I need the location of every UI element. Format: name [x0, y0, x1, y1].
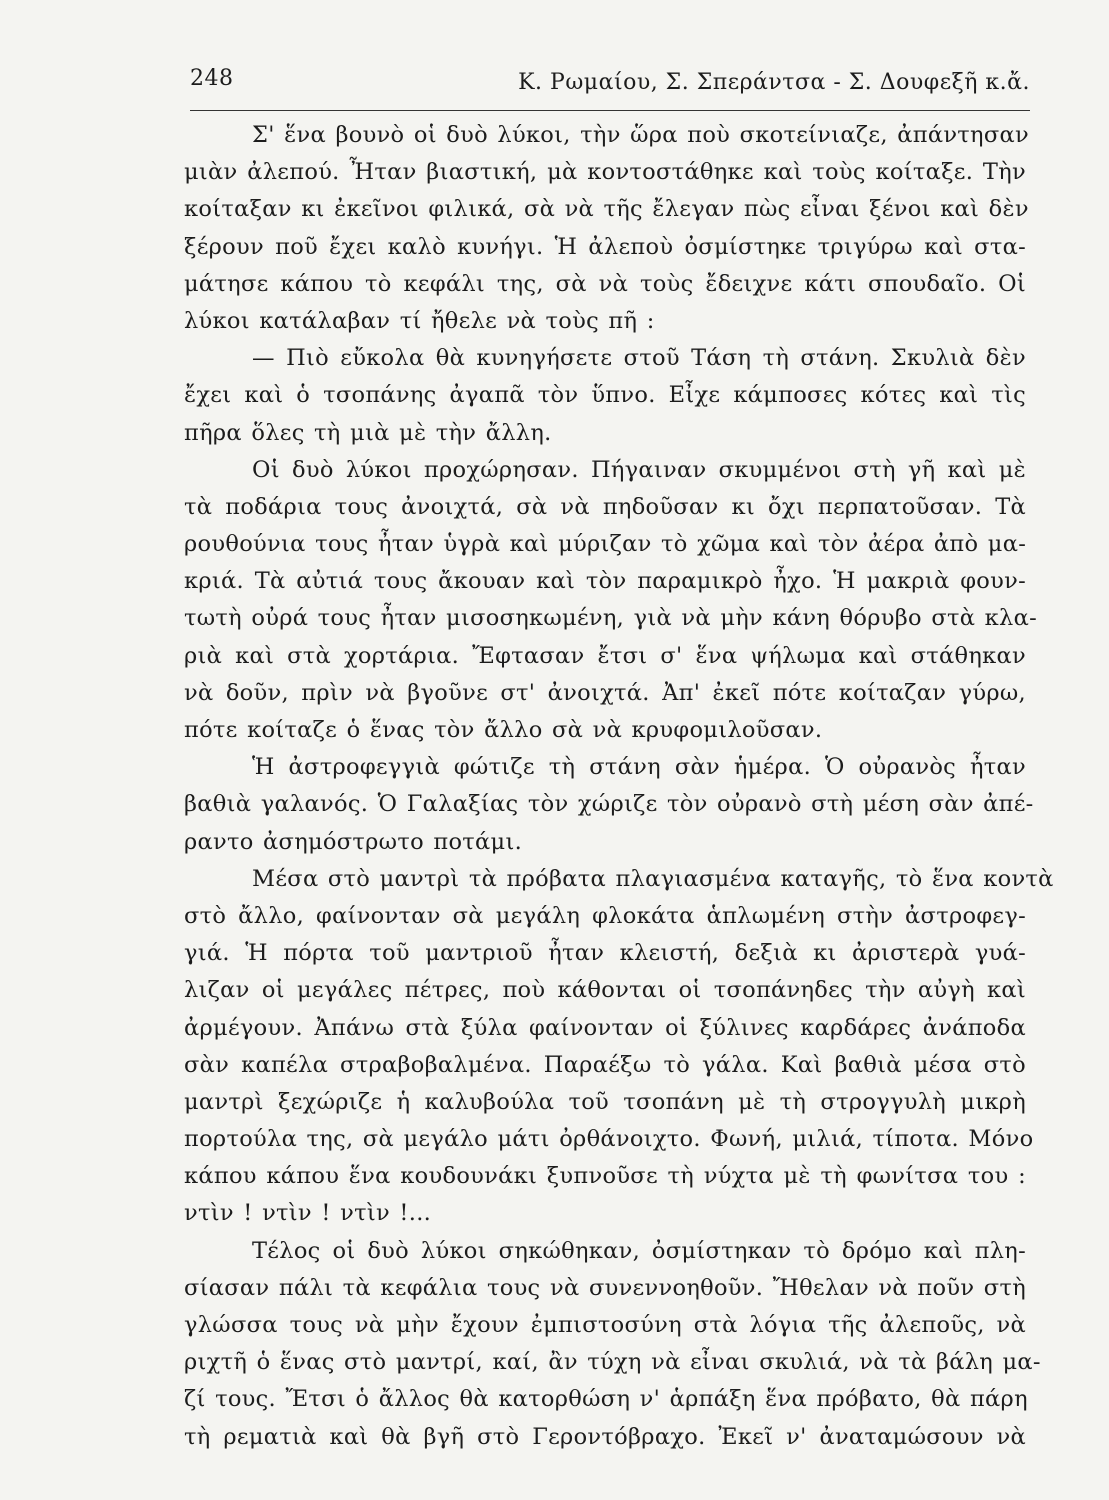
text-line: σὰν καπέλα στραβοβαλμένα. Παραέξω τὸ γάλα. Καὶ βαθιὰ μέσα στὸ: [184, 1051, 1026, 1078]
text-line: τὴ ρεματιὰ καὶ θὰ βγῆ στὸ Γεροντόβραχο. Ἐκεῖ ν' ἀναταμώσουν νὰ: [184, 1423, 1026, 1450]
text-line: τὰ ποδάρια τους ἀνοιχτά, σὰ νὰ πηδοῦσαν κι ὄχι περπατοῦσαν. Τὰ: [184, 493, 1026, 520]
text-line: σίασαν πάλι τὰ κεφάλια τους νὰ συνεννοηθοῦν. Ἤθελαν νὰ ποῦν στὴ: [184, 1274, 1026, 1301]
text-line: ρουθούνια τους ἦταν ὑγρὰ καὶ μύριζαν τὸ χῶμα καὶ τὸν ἀέρα ἀπὸ μα-: [184, 531, 1027, 558]
text-line: ἀρμέγουν. Ἀπάνω στὰ ξύλα φαίνονταν οἱ ξύλινες καρδάρες ἀνάποδα: [184, 1014, 1026, 1041]
page-header: [190, 60, 1030, 104]
text-line: ριχτῆ ὁ ἕνας στὸ μαντρί, καί, ἂν τύχη νὰ εἶναι σκυλιά, νὰ τὰ βάλη μα-: [184, 1349, 1041, 1376]
text-line: — Πιὸ εὔκολα θὰ κυνηγήσετε στοῦ Τάση τὴ στάνη. Σκυλιὰ δὲν: [252, 345, 1026, 372]
text-line: τωτὴ οὐρά τους ἦταν μισοσηκωμένη, γιὰ νὰ μὴν κάνη θόρυβο στὰ κλα-: [184, 605, 1038, 632]
text-line: βαθιὰ γαλανός. Ὁ Γαλαξίας τὸν χώριζε τὸν οὐρανὸ στὴ μέση σὰν ἀπέ-: [184, 791, 1034, 818]
text-line: μαντρὶ ξεχώριζε ἡ καλυβούλα τοῦ τσοπάνη μὲ τὴ στρογγυλὴ μικρὴ: [184, 1088, 1026, 1115]
text-line: ριὰ καὶ στὰ χορτάρια. Ἔφτασαν ἔτσι σ' ἕνα ψήλωμα καὶ στάθηκαν: [184, 642, 1026, 669]
running-head: Κ. Ρωμαίου, Σ. Σπεράντσα - Σ. Δουφεξῆ κ.ἄ.: [518, 70, 1030, 95]
text-line: κριά. Τὰ αὐτιά τους ἄκουαν καὶ τὸν παραμικρὸ ἦχο. Ἡ μακριὰ φουν-: [184, 568, 1026, 595]
body-text: [184, 117, 1054, 1456]
text-line: μιὰν ἀλεπού. Ἦταν βιαστική, μὰ κοντοστάθηκε καὶ τοὺς κοίταξε. Τὴν: [184, 159, 1026, 186]
text-line: μάτησε κάπου τὸ κεφάλι της, σὰ νὰ τοὺς ἔδειχνε κάτι σπουδαῖο. Οἱ: [184, 270, 1026, 297]
text-line: ἔχει καὶ ὁ τσοπάνης ἀγαπᾶ τὸν ὕπνο. Εἶχε κάμποσες κότες καὶ τὶς: [184, 382, 1026, 409]
text-line: ντὶν ! ντὶν ! ντὶν !...: [184, 1200, 432, 1227]
text-line: πότε κοίταζε ὁ ἕνας τὸν ἄλλο σὰ νὰ κρυφομιλοῦσαν.: [184, 717, 823, 743]
text-line: ζί τους. Ἔτσι ὁ ἄλλος θὰ κατορθώση ν' ἁρπάξη ἕνα πρόβατο, θὰ πάρη: [184, 1386, 1028, 1413]
text-line: κάπου κάπου ἕνα κουδουνάκι ξυπνοῦσε τὴ νύχτα μὲ τὴ φωνίτσα του :: [184, 1163, 1026, 1190]
text-line: λιζαν οἱ μεγάλες πέτρες, ποὺ κάθονται οἱ τσοπάνηδες τὴν αὐγὴ καὶ: [184, 977, 1026, 1004]
text-line: κοίταξαν κι ἐκεῖνοι φιλικά, σὰ νὰ τῆς ἔλεγαν πὼς εἶναι ξένοι καὶ δὲν: [184, 196, 1029, 223]
text-line: Τέλος οἱ δυὸ λύκοι σηκώθηκαν, ὀσμίστηκαν τὸ δρόμο καὶ πλη-: [252, 1237, 1026, 1264]
text-line: ραντο ἀσημόστρωτο ποτάμι.: [184, 828, 523, 855]
header-rule: [190, 110, 1030, 111]
text-line: Ἡ ἀστροφεγγιὰ φώτιζε τὴ στάνη σὰν ἡμέρα. Ὁ οὐρανὸς ἦταν: [252, 754, 1026, 781]
text-line: γιά. Ἡ πόρτα τοῦ μαντριοῦ ἦταν κλειστή, δεξιὰ κι ἀριστερὰ γυά-: [184, 940, 1026, 967]
text-line: Σ' ἕνα βουνὸ οἱ δυὸ λύκοι, τὴν ὥρα ποὺ σκοτείνιαζε, ἀπάντησαν: [252, 122, 1029, 148]
text-line: ξέρουν ποῦ ἔχει καλὸ κυνήγι. Ἡ ἀλεποὺ ὀσμίστηκε τριγύρω καὶ στα-: [184, 233, 1026, 260]
text-line: Οἱ δυὸ λύκοι προχώρησαν. Πήγαιναν σκυμμένοι στὴ γῆ καὶ μὲ: [252, 456, 1026, 483]
text-line: νὰ δοῦν, πρὶν νὰ βγοῦνε στ' ἀνοιχτά. Ἀπ' ἐκεῖ πότε κοίταζαν γύρω,: [184, 679, 1026, 706]
text-line: πορτούλα της, σὰ μεγάλο μάτι ὀρθάνοιχτο. Φωνή, μιλιά, τίποτα. Μόνο: [184, 1126, 1034, 1153]
text-line: στὸ ἄλλο, φαίνονταν σὰ μεγάλη φλοκάτα ἁπλωμένη στὴν ἀστροφεγ-: [184, 902, 1026, 929]
text-line: πῆρα ὅλες τὴ μιὰ μὲ τὴν ἄλλη.: [184, 419, 552, 446]
text-line: λύκοι κατάλαβαν τί ἤθελε νὰ τοὺς πῆ :: [184, 307, 655, 334]
text-line: γλώσσα τους νὰ μὴν ἔχουν ἐμπιστοσύνη στὰ λόγια τῆς ἀλεποῦς, νὰ: [184, 1312, 1026, 1338]
page-number: 248: [190, 66, 234, 91]
text-line: Μέσα στὸ μαντρὶ τὰ πρόβατα πλαγιασμένα καταγῆς, τὸ ἕνα κοντὰ: [252, 865, 1054, 892]
